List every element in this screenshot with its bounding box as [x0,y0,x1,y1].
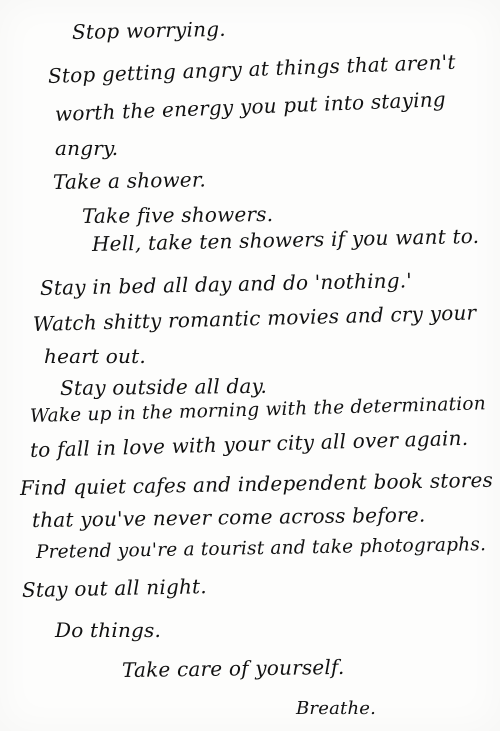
note-line: Take care of yourself. [121,654,345,682]
note-line: Stay out all night. [21,574,208,602]
note-line: Find quiet cafes and independent book stores [19,467,494,500]
note-line: Take a shower. [52,167,207,194]
note-line: Wake up in the morning with the determination [29,393,487,427]
note-line: that you've never come across before. [31,502,426,532]
note-line: Stay outside all day. [59,373,268,400]
note-line-stop-worrying: Stop worrying. [71,16,226,44]
note-line-breathe: Breathe. [296,698,377,719]
note-line: Pretend you're a tourist and take photographs. [35,534,487,563]
note-line: Do things. [55,618,162,642]
note-line: Stay in bed all day and do 'nothing.' [39,268,413,300]
note-line: heart out. [44,344,146,368]
note-line: angry. [55,136,119,160]
note-line: to fall in love with your city all over again. [29,425,469,462]
note-line: Stop getting angry at things that aren't [47,49,456,88]
note-line: worth the energy you put into staying [54,86,447,126]
note-line: Watch shitty romantic movies and cry your [32,300,477,336]
note-line: Take five showers. [81,201,274,228]
note-line: Hell, take ten showers if you want to. [91,223,480,256]
